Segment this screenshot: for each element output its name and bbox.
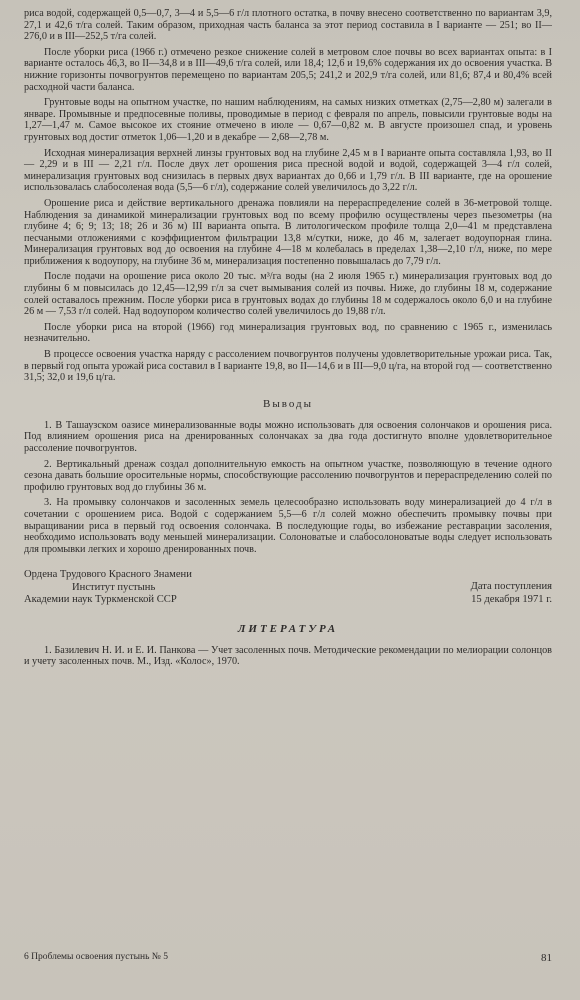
conclusion-item-3: 3. На промывку солончаков и засоленных земель целесообразно использовать воду минерализацией до 4 г/л в сочетании с орошением риса. Водой с содержанием 5,5—6 г/л солей можно обеспечить промывку почвы при выращивании риса в первый год освоения солончака. В последующие годы, во избежание реставрации засоления, необходимо использовать воду меньшей минерализации. Солоноватые и слабосолоноватые воды следует использовать для промывки легких и хорошо дренированных почв. [24,497,552,555]
literature-title: ЛИТЕРАТУРА [237,622,339,635]
conclusion-item-2: 2. Вертикальный дренаж создал дополнительную емкость на опытном участке, позволяющую в течение одного сезона давать большие оросительные нормы, способствующие рассолению почвогрунтов и перераспределению солей по профилю грунтовых вод до глубины 36 м. [24,458,552,493]
body-paragraph-8: В процессе освоения участка наряду с рассолением почвогрунтов получены удовлетворительные урожаи риса. Так, в первый год опыта урожай риса составил в I варианте 19,8, во II—14,6 и в III—9,0 ц/га, на второй год — соответственно 31,5; 32,0 и 19,6 ц/га. [24,349,552,384]
body-paragraph-3: Грунтовые воды на опытном участке, по нашим наблюдениям, на самых низких отметках (2,75—2,80 м) залегали в январе. Промывные и предпосевные поливы, проводимые в период с февраля по апрель, повысили грунтовые воды на 1,27—1,47 м. Самое высокое их стояние отмечено в июле — 0,67—0,82 м. В августе произошел спад, и уровень грунтовых вод достиг отметок 1,06—1,20 и в декабре — 2,68—2,78 м. [24,97,552,143]
body-text [24,8,552,384]
body-paragraph-6: После подачи на орошение риса около 20 тыс. м³/га воды (на 2 июля 1965 г.) минерализация грунтовых вод до глубины 6 м повысилась до 12,45—12,99 г/л за счет вымывания солей из почвы. Ниже, до глубины 18 м, содержание солей оставалось прежним. После уборки риса в грунтовых водах до глубины 18 м содержалось около 6,0 и на глубине 26 м — 7,53 г/л солей. Над водоупором количество солей увеличилось до 19,88 г/л. [24,271,552,318]
received-value: 15 декабря 1971 г. [471,593,552,605]
received-date [471,569,552,606]
conclusions-title: Выводы [262,397,314,410]
conclusion-item-1: 1. В Ташаузском оазисе минерализованные воды можно использовать для освоения солончаков и орошения риса. Под влиянием орошения риса на дренированных солончаках за два года достигнуто вполне удовлетворительное рассоление почвогрунтов. [24,419,552,454]
references-list [24,645,552,668]
affiliation-line-3: Академии наук Туркменской ССР [24,594,177,606]
signature-block [24,569,552,606]
reference-item-1: 1. Базилевич Н. И. и Е. И. Панкова — Учет засоленных почв. Методические рекомендации по мелиорации солонцов и учету засоленных почв. М., Изд. «Колос», 1970. [24,644,552,668]
body-paragraph-4: Исходная минерализация верхней линзы грунтовых вод на глубине 2,45 м в I варианте опыта составляла 1,93, во II — 2,29 и в III — 2,21 г/л. После двух лет орошения риса пресной водой и водой, содержащей 3—4 г/л солей, минерализация грунтовых вод снизилась в первых двух вариантах до 0,66 и 1,79 г/л. В III варианте, где на орошение использовалась слабосоленая вода (5,5—6 г/л), содержание солей увеличилось до 3,22 г/л. [24,147,552,194]
page-number: 81 [541,952,552,964]
received-label: Дата поступления [470,581,552,593]
affiliation [24,569,192,606]
body-paragraph-1: риса водой, содержащей 0,5—0,7, 3—4 и 5,5—6 г/л плотного остатка, в почву внесено соответственно по вариантам 3,9, 27,1 и 42,6 т/га солей. Таким образом, приходная часть баланса за этот период составила в I варианте — 251; во II—276,0 и в III—252,5 т/га солей. [24,8,552,43]
page-footer [24,952,552,964]
body-paragraph-7: После уборки риса на второй (1966) год минерализация грунтовых вод, по сравнению с 1965 г., изменилась незначительно. [24,321,552,345]
affiliation-line-1: Ордена Трудового Красного Знамени [24,569,192,581]
conclusions-list [24,420,552,556]
footer-journal: 6 Проблемы освоения пустынь № 5 [24,952,168,962]
body-paragraph-5: Орошение риса и действие вертикального дренажа повлияли на перераспределение солей в 36-метровой толще. Наблюдения за динамикой минерализации грунтовых вод по всему профилю осуществлены через пьезометры (на глубине 4; 6; 9; 13; 18; 26 и 36 м) III варианта опыта. В литологическом профиле толща 2,0—41 м представлена песчаными отложениями с коэффициентом фильтрации 13,8 м/сутки, ниже, до 46 м, залегает водоупорная глина. Минерализация грунтовых вод до освоения на глубине 4—18 м колебалась в пределах 1,38—2,10 г/л, ниже, по мере приближения к водоупору, на глубине 36 м, минерализация постепенно повышалась до 7,79 г/л. [24,197,552,267]
affiliation-line-2: Институт пустынь [72,581,156,593]
body-paragraph-2: После уборки риса (1966 г.) отмечено резкое снижение солей в метровом слое почвы во всех вариантах опыта: в I варианте осталось 46,3, во II—34,8 и в III—49,6 т/га солей, или 18,4; 12,6 и 19,6% содержания их до освоения участка. В нижние горизонты почвогрунтов перемещено по вариантам 205,5; 241,2 и 202,9 т/га солей, или 81,6; 87,4 и 80,4% всей расходной части баланса. [24,46,552,93]
